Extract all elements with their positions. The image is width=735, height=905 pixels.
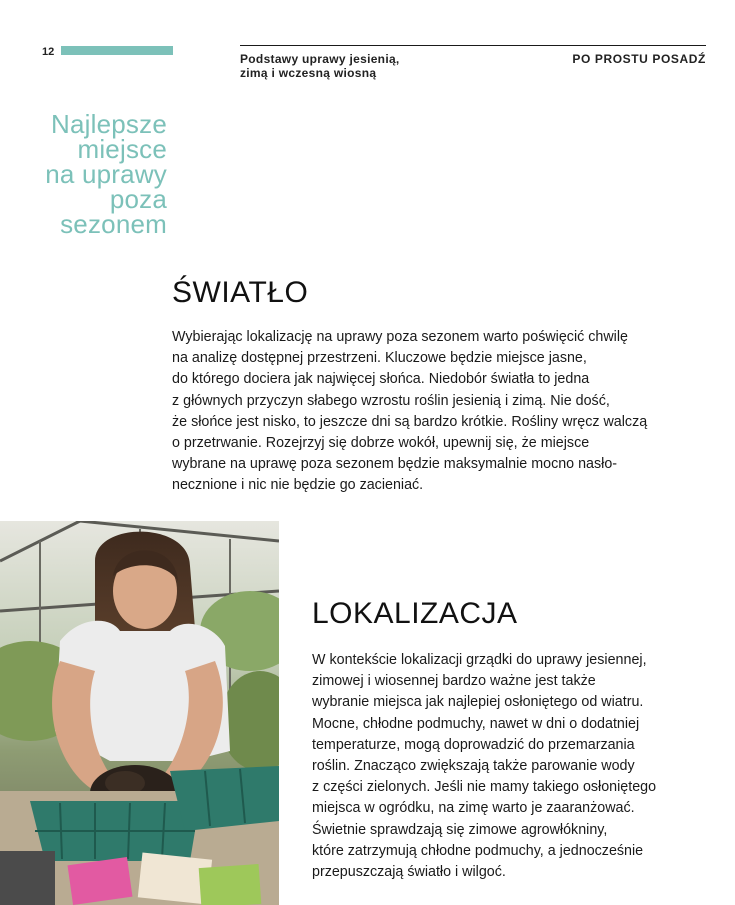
paragraph-line: Mocne, chłodne podmuchy, nawet w dni o dodatniej bbox=[312, 715, 640, 732]
paragraph-line: które zatrzymują chłodne podmuchy, a jednocześnie bbox=[312, 842, 644, 859]
paragraph-line: miejsca w ogródku, na zimę warto je zaaranżować. bbox=[312, 800, 635, 817]
paragraph-line: o przetrwanie. Rozejrzyj się dobrze wokół, upewnij się, że miejsce bbox=[172, 435, 590, 452]
header-accent-bar bbox=[61, 46, 173, 55]
paragraph-line: do którego dociera jak najwięcej słońca. Niedobór światła to jedna bbox=[172, 371, 590, 388]
paragraph-line: W kontekście lokalizacji grządki do uprawy jesiennej, bbox=[312, 652, 647, 668]
woman-planting-seedlings-photo bbox=[0, 521, 279, 905]
side-title-line: na uprawy bbox=[45, 159, 167, 189]
page-number: 12 bbox=[42, 46, 55, 58]
section-heading-light: ŚWIATŁO bbox=[172, 276, 309, 309]
paragraph-line: że słońce jest nisko, to jeszcze dni są bardzo krótkie. Rośliny wręcz walczą bbox=[172, 413, 648, 430]
side-title-line: miejsce bbox=[77, 134, 167, 164]
header-subtitle-line: Podstawy uprawy jesienią, bbox=[240, 52, 400, 66]
section-heading-location: LOKALIZACJA bbox=[312, 597, 518, 630]
side-title bbox=[45, 109, 167, 239]
paragraph-line: z części zielonych. Jeśli nie mamy takiego osłoniętego bbox=[312, 779, 657, 796]
section-body-light bbox=[172, 327, 647, 497]
section-body-location bbox=[312, 650, 656, 883]
header-subtitle bbox=[240, 52, 440, 80]
paragraph-line: na analizę dostępnej przestrzeni. Kluczowe będzie miejsce jasne, bbox=[172, 350, 587, 367]
side-title-line: sezonem bbox=[60, 209, 167, 239]
header-brand: PO PROSTU POSADŹ bbox=[572, 52, 706, 66]
header-subtitle-line: zimą i wczesną wiosną bbox=[240, 66, 377, 80]
paragraph-line: zimowej i wiosennej bardzo ważne jest także bbox=[312, 673, 596, 690]
paragraph-line: wybrane na uprawę poza sezonem będzie maksymalnie mocno nasło- bbox=[172, 456, 618, 473]
paragraph-line: temperaturze, mogą doprowadzić do przemarzania bbox=[312, 736, 635, 753]
side-title-line: Najlepsze bbox=[51, 109, 167, 139]
paragraph-line: necznione i nic nie będzie go zacieniać. bbox=[172, 477, 424, 494]
paragraph-line: Wybierając lokalizację na uprawy poza sezonem warto poświęcić chwilę bbox=[172, 329, 628, 345]
header-divider bbox=[240, 45, 706, 46]
paragraph-line: Świetnie sprawdzają się zimowe agrowłókniny, bbox=[312, 821, 608, 838]
paragraph-line: roślin. Znacząco zwiększają także parowanie wody bbox=[312, 758, 635, 775]
paragraph-line: z głównych przyczyn słabego wzrostu roślin jesienią i zimą. Nie dość, bbox=[172, 392, 610, 409]
paragraph-line: wybranie miejsca jak najlepiej osłoniętego od wiatru. bbox=[312, 694, 644, 711]
side-title-line: poza bbox=[109, 184, 167, 214]
paragraph-line: przepuszczają światło i wilgoć. bbox=[312, 864, 506, 881]
